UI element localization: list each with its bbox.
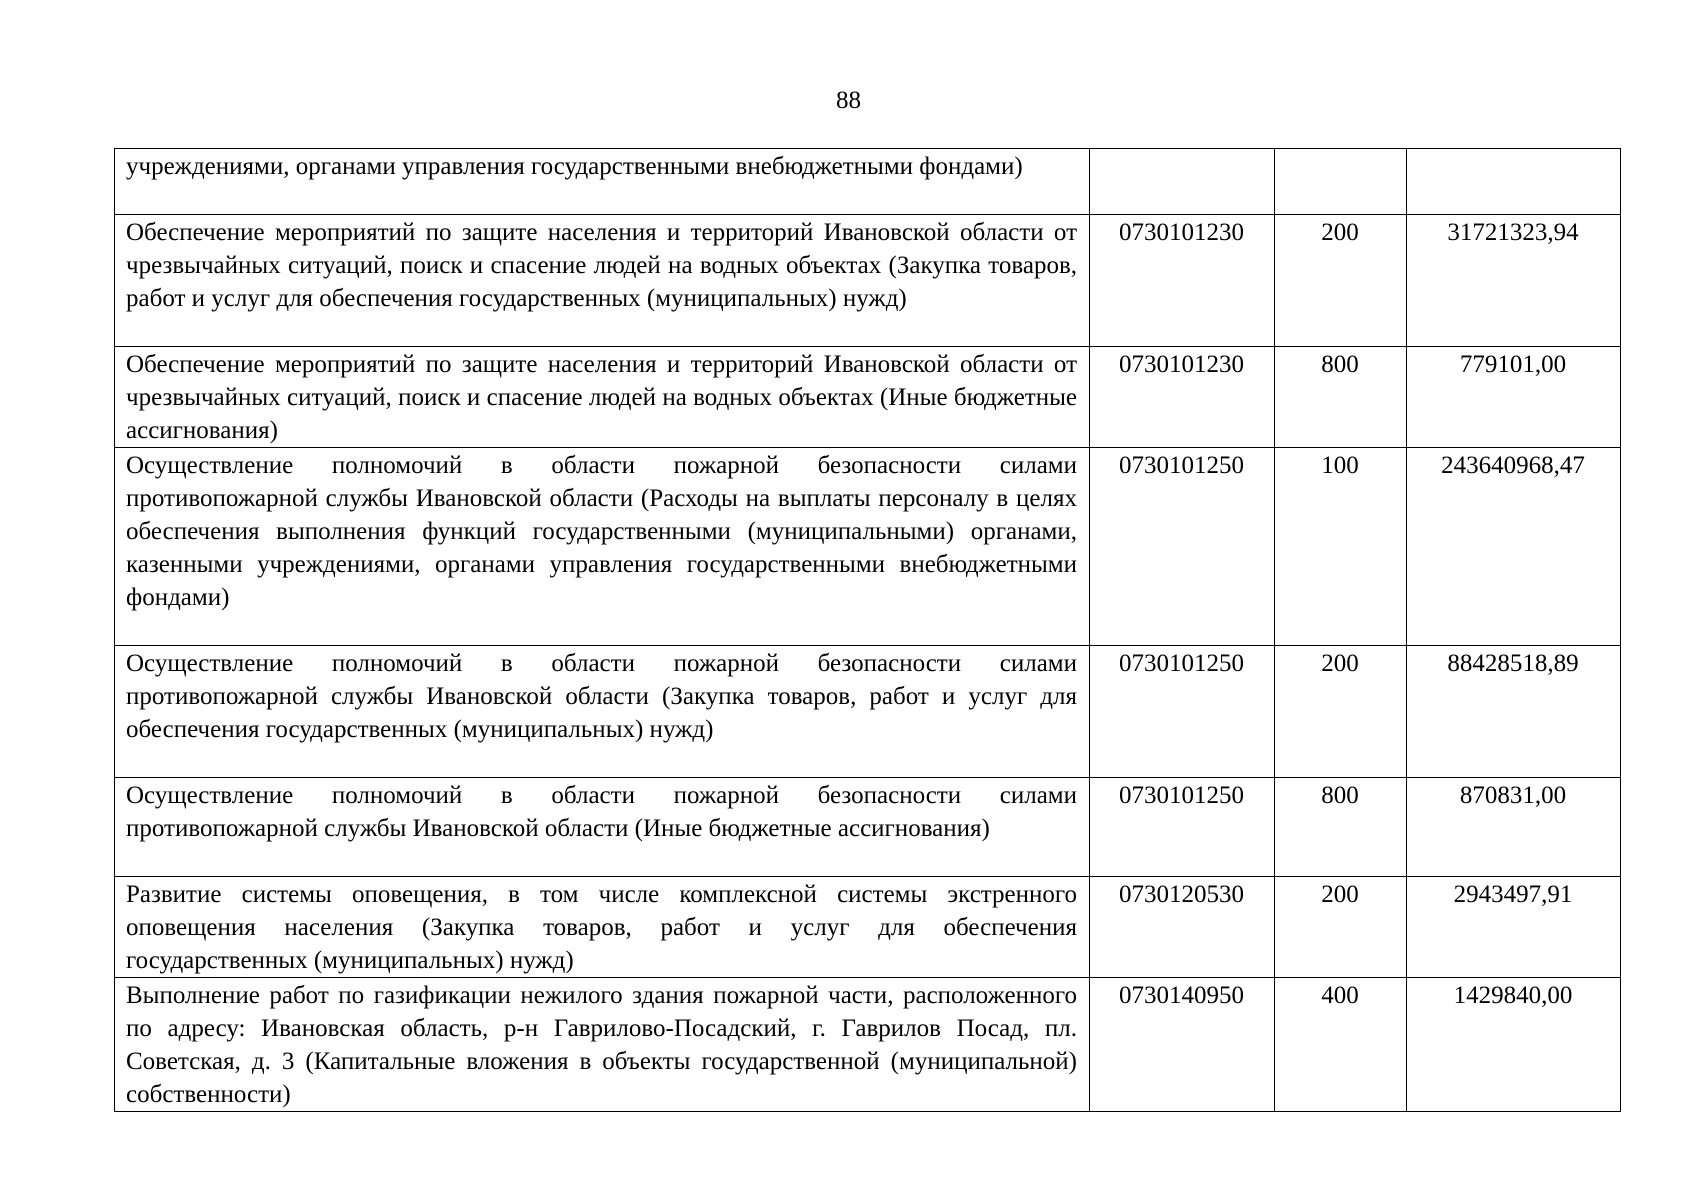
amount: 2943497,91 (1407, 877, 1621, 978)
target-article-code (1090, 149, 1275, 215)
amount: 243640968,47 (1407, 448, 1621, 646)
expense-type-code: 200 (1275, 646, 1407, 778)
table-row (115, 448, 1621, 646)
target-article-code: 0730101250 (1090, 778, 1275, 877)
expense-description: Обеспечение мероприятий по защите населения и территорий Ивановской области от чрезвычайных ситуаций, поиск и спасение людей на водных объектах (Закупка товаров, работ и услуг для обеспечения государственных (муниципальных) нужд) (115, 215, 1090, 347)
table-row (115, 149, 1621, 215)
expense-type-code (1275, 149, 1407, 215)
amount: 870831,00 (1407, 778, 1621, 877)
amount: 31721323,94 (1407, 215, 1621, 347)
table-row (115, 646, 1621, 778)
page-number: 88 (836, 87, 861, 114)
target-article-code: 0730140950 (1090, 978, 1275, 1112)
budget-table (114, 148, 1621, 1112)
expense-description: Осуществление полномочий в области пожарной безопасности силами противопожарной службы Ивановской области (Закупка товаров, работ и услуг для обеспечения государственных (муниципальных) нужд) (115, 646, 1090, 778)
table-row (115, 978, 1621, 1112)
expense-description: Обеспечение мероприятий по защите населения и территорий Ивановской области от чрезвычайных ситуаций, поиск и спасение людей на водных объектах (Иные бюджетные ассигнования) (115, 347, 1090, 448)
table-row (115, 347, 1621, 448)
target-article-code: 0730101230 (1090, 215, 1275, 347)
expense-description: Выполнение работ по газификации нежилого здания пожарной части, расположенного по адресу: Ивановская область, р-н Гаврилово-Посадский, г. Гаврилов Посад, пл. Советская, д. 3 (Капитальные вложения в объекты государственной (муниципальной) собственности) (115, 978, 1090, 1112)
expense-type-code: 800 (1275, 347, 1407, 448)
amount: 88428518,89 (1407, 646, 1621, 778)
expense-type-code: 200 (1275, 215, 1407, 347)
expense-description: учреждениями, органами управления государственными внебюджетными фондами) (115, 149, 1090, 215)
expense-description: Осуществление полномочий в области пожарной безопасности силами противопожарной службы Ивановской области (Расходы на выплаты персоналу в целях обеспечения выполнения функций государственными (муниципальными) органами, казенными учреждениями, органами управления государственными внебюджетными фондами) (115, 448, 1090, 646)
expense-type-code: 200 (1275, 877, 1407, 978)
amount: 1429840,00 (1407, 978, 1621, 1112)
amount (1407, 149, 1621, 215)
expense-description: Развитие системы оповещения, в том числе комплексной системы экстренного оповещения населения (Закупка товаров, работ и услуг для обеспечения государственных (муниципальных) нужд) (115, 877, 1090, 978)
target-article-code: 0730120530 (1090, 877, 1275, 978)
table-row (115, 877, 1621, 978)
table-row (115, 778, 1621, 877)
expense-type-code: 100 (1275, 448, 1407, 646)
expense-description: Осуществление полномочий в области пожарной безопасности силами противопожарной службы Ивановской области (Иные бюджетные ассигнования) (115, 778, 1090, 877)
target-article-code: 0730101250 (1090, 448, 1275, 646)
expense-type-code: 800 (1275, 778, 1407, 877)
target-article-code: 0730101230 (1090, 347, 1275, 448)
amount: 779101,00 (1407, 347, 1621, 448)
target-article-code: 0730101250 (1090, 646, 1275, 778)
table-row (115, 215, 1621, 347)
expense-type-code: 400 (1275, 978, 1407, 1112)
